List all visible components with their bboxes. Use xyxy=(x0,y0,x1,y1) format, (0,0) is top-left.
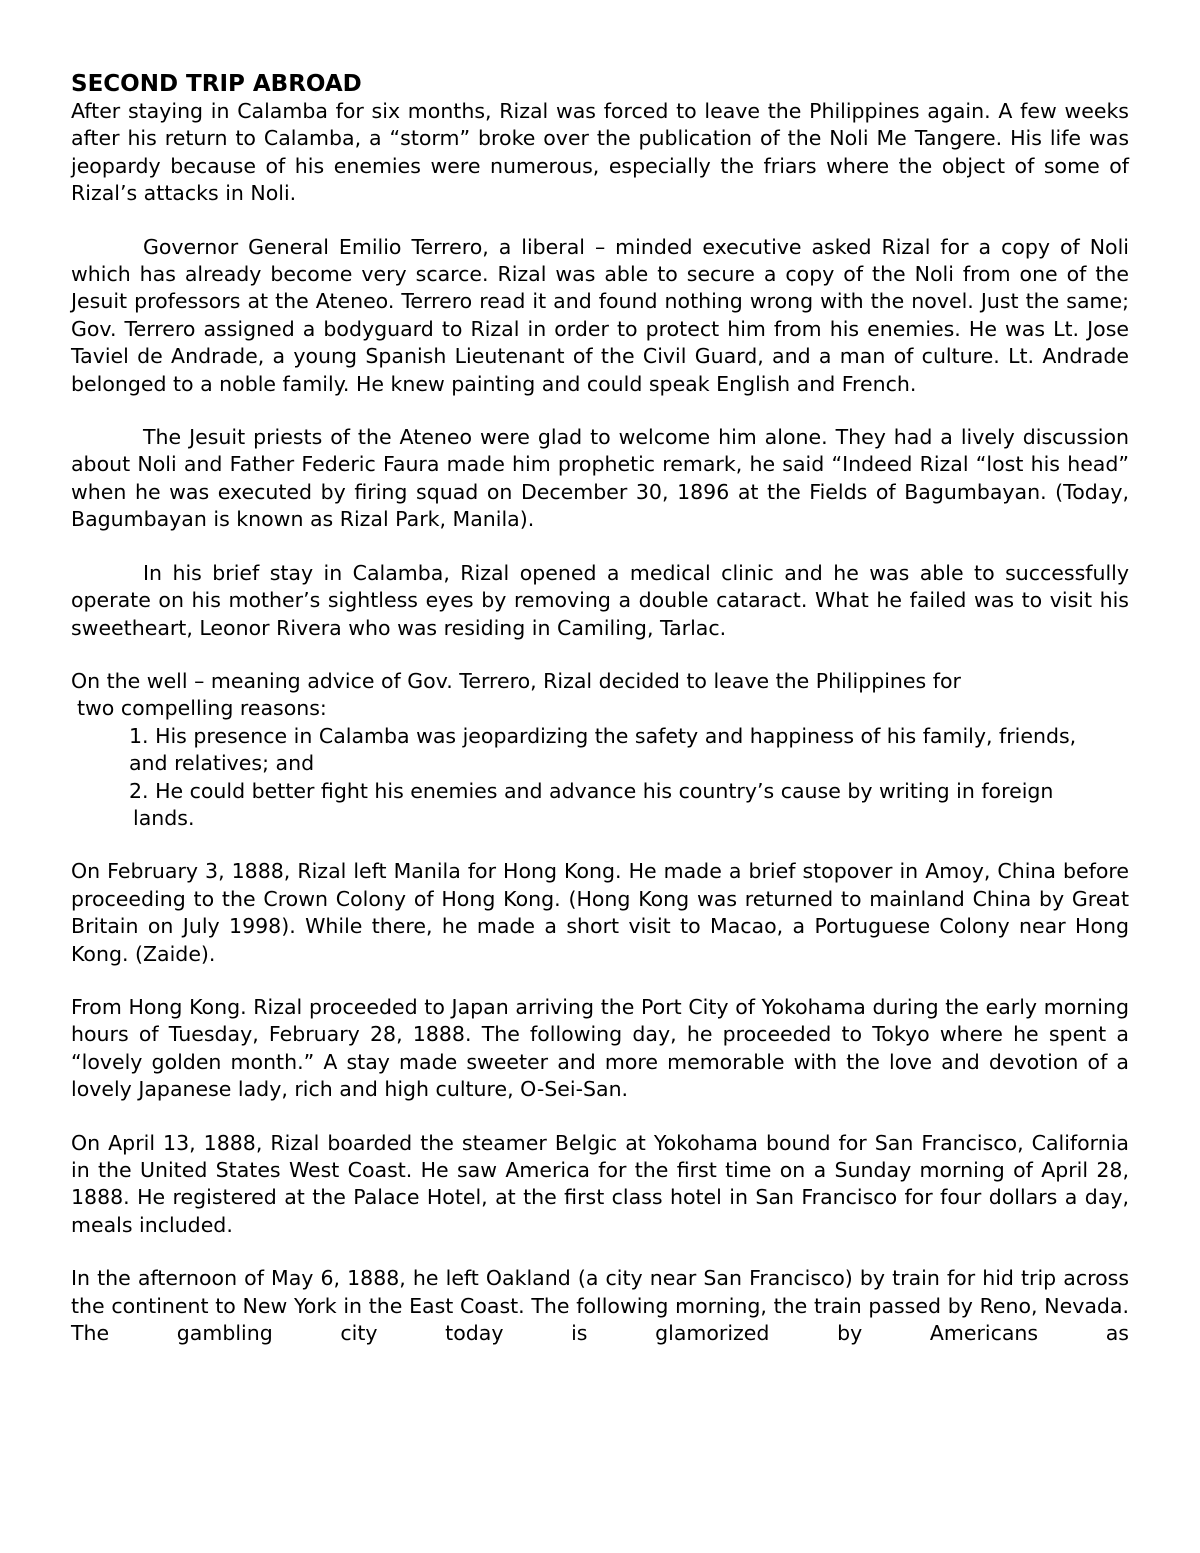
paragraph-6: On February 3, 1888, Rizal left Manila for Hong Kong. He made a brief stopover in Amoy, China before proceeding to the Crown Colony of Hong Kong. (Hong Kong was returned to mainland China by Great Britain on July 1998). While there, he made a short visit to Macao, a Portuguese Colony near Hong Kong. (Zaide). xyxy=(71,859,1129,966)
reason-1-line-1: 1. His presence in Calamba was jeopardizing the safety and happiness of his family, friends, xyxy=(129,723,1077,748)
paragraph-9: In the afternoon of May 6, 1888, he left Oakland (a city near San Francisco) by train for hid trip across the continent to New York in the East Coast. The following morning, the train passed by Reno, Nevada. The gambling city today is glamorized by Americans as xyxy=(71,1266,1129,1346)
paragraph-5-line-1: On the well – meaning advice of Gov. Terrero, Rizal decided to leave the Philippines for xyxy=(71,668,961,693)
reason-1-line-2: and relatives; and xyxy=(129,751,315,776)
paragraph-8: On April 13, 1888, Rizal boarded the steamer Belgic at Yokohama bound for San Francisco, California in the United States West Coast. He saw America for the first time on a Sunday morning of April 28, 1888. He registered at the Palace Hotel, at the first class hotel in San Francisco for four dollars a day, meals included. xyxy=(71,1130,1129,1237)
paragraph-5-line-2: two compelling reasons: xyxy=(77,696,327,721)
document-page xyxy=(71,70,1129,1347)
paragraph-7: From Hong Kong. Rizal proceeded to Japan arriving the Port City of Yokohama during the early morning hours of Tuesday, February 28, 1888. The following day, he proceeded to Tokyo where he spent a “lovely golden month.” A stay made sweeter and more memorable with the love and devotion of a lovely Japanese lady, rich and high culture, O-Sei-San. xyxy=(71,994,1129,1102)
reason-2-line-1: 2. He could better fight his enemies and advance his country’s cause by writing in foreign xyxy=(129,778,1054,803)
paragraph-2: Governor General Emilio Terrero, a liberal – minded executive asked Rizal for a copy of Noli which has already become very scarce. Rizal was able to secure a copy of the Noli from one of the Jesuit professors at the Ateneo. Terrero read it and found nothing wrong with the novel. Just the same; Gov. Terrero assigned a bodyguard to Rizal in order to protect him from his enemies. He was Lt. Jose Taviel de Andrade, a young Spanish Lieutenant of the Civil Guard, and a man of culture. Lt. Andrade belonged to a noble family. He knew painting and could speak English and French. xyxy=(71,234,1129,396)
paragraph-4: In his brief stay in Calamba, Rizal opened a medical clinic and he was able to successfully operate on his mother’s sightless eyes by removing a double cataract. What he failed was to visit his sweetheart, Leonor Rivera who was residing in Camiling, Tarlac. xyxy=(71,560,1129,640)
document-title: SECOND TRIP ABROAD xyxy=(71,71,362,97)
reason-2-line-2: lands. xyxy=(133,805,195,830)
paragraph-5 xyxy=(71,668,1129,832)
paragraph-3: The Jesuit priests of the Ateneo were glad to welcome him alone. They had a lively discussion about Noli and Father Federic Faura made him prophetic remark, he said “Indeed Rizal “lost his head” when he was executed by firing squad on December 30, 1896 at the Fields of Bagumbayan. (Today, Bagumbayan is known as Rizal Park, Manila). xyxy=(71,425,1129,532)
reasons-list xyxy=(71,723,1129,833)
paragraph-1: After staying in Calamba for six months, Rizal was forced to leave the Philippines again. A few weeks after his return to Calamba, a “storm” broke over the publication of the Noli Me Tangere. His life was jeopardy because of his enemies were numerous, especially the friars where the object of some of Rizal’s attacks in Noli. xyxy=(71,99,1129,206)
